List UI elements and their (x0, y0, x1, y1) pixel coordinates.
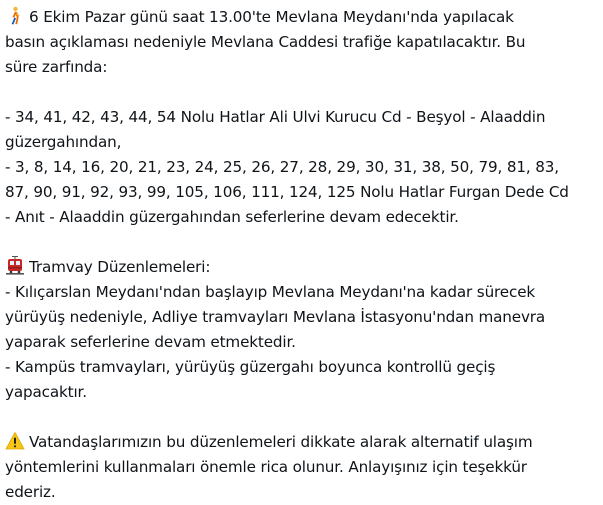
warning-icon (5, 431, 25, 451)
warning-line: Vatandaşlarımızın bu düzenlemeleri dikkate alarak alternatif ulaşım (5, 430, 590, 455)
warning-line: yöntemlerini kullanmaları önemle rica olunur. Anlayışınız için teşekkür (5, 458, 527, 476)
routes-line: 87, 90, 91, 92, 93, 99, 105, 106, 111, 124, 125 Nolu Hatlar Furgan Dede Cd (5, 183, 569, 201)
intro-line: süre zarfında: (5, 58, 108, 76)
routes-line: - 3, 8, 14, 16, 20, 21, 23, 24, 25, 26, 27, 28, 29, 30, 31, 38, 50, 79, 81, 83, (5, 158, 559, 176)
tram-paragraph (5, 255, 590, 405)
tram-line: yapacaktır. (5, 383, 87, 401)
routes-line: - 34, 41, 42, 43, 44, 54 Nolu Hatlar Ali Ulvi Kurucu Cd - Beşyol - Alaaddin (5, 108, 546, 126)
tram-line: yaparak seferlerine devam etmektedir. (5, 333, 296, 351)
paragraph-gap (5, 405, 590, 430)
warning-paragraph (5, 430, 590, 505)
routes-line: - Anıt - Alaaddin güzergahından seferlerine devam edecektir. (5, 208, 459, 226)
tram-line: - Kampüs tramvayları, yürüyüş güzergahı boyunca kontrollü geçiş (5, 358, 496, 376)
routes-paragraph (5, 105, 590, 230)
paragraph-gap (5, 80, 590, 105)
routes-line: güzergahından, (5, 133, 122, 151)
tram-icon (5, 256, 25, 276)
intro-paragraph (5, 5, 590, 80)
intro-line: 6 Ekim Pazar günü saat 13.00'te Mevlana Meydanı'nda yapılacak (5, 5, 590, 30)
warning-line: ederiz. (5, 483, 56, 501)
tram-line: - Kılıçarslan Meydanı'ndan başlayıp Mevlana Meydanı'na kadar sürecek (5, 283, 536, 301)
tram-heading: Tramvay Düzenlemeleri: (5, 255, 590, 280)
intro-line: basın açıklaması nedeniyle Mevlana Caddesi trafiğe kapatılacaktır. Bu (5, 33, 526, 51)
walking-person-icon (5, 6, 25, 26)
tweet-text (5, 5, 590, 505)
paragraph-gap (5, 230, 590, 255)
tram-line: yürüyüş nedeniyle, Adliye tramvayları Mevlana İstasyonu'ndan manevra (5, 308, 546, 326)
